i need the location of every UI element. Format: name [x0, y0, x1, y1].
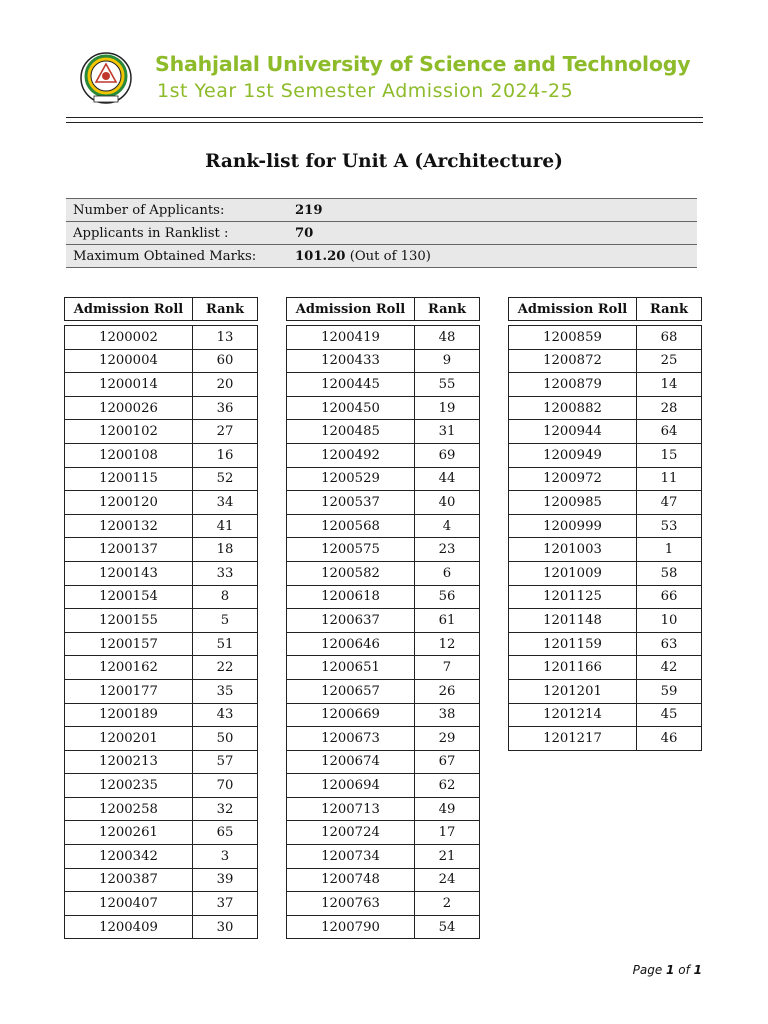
rank-cell: 29: [415, 727, 480, 751]
rank-cell: 9: [415, 349, 480, 373]
admission-roll-cell: 1201201: [509, 679, 637, 703]
admission-roll-cell: 1200409: [65, 915, 193, 939]
rank-cell: 69: [415, 443, 480, 467]
rank-cell: 25: [637, 349, 702, 373]
table-row: [509, 396, 702, 420]
rank-cell: 62: [415, 774, 480, 798]
column-header-rank: Rank: [193, 298, 258, 321]
page-word: Page: [632, 963, 663, 977]
table-row: [509, 656, 702, 680]
table-row: [65, 467, 258, 491]
admission-roll-cell: 1200944: [509, 420, 637, 444]
rank-cell: 14: [637, 373, 702, 397]
table-row: [65, 373, 258, 397]
table-row: [287, 656, 480, 680]
rank-cell: 5: [193, 609, 258, 633]
admission-roll-cell: 1200201: [65, 727, 193, 751]
admission-roll-cell: 1200646: [287, 632, 415, 656]
table-row: [287, 915, 480, 939]
table-row: [287, 491, 480, 515]
admission-roll-cell: 1200529: [287, 467, 415, 491]
table-row: [509, 538, 702, 562]
table-row: [509, 326, 702, 350]
rank-cell: 39: [193, 868, 258, 892]
admission-roll-cell: 1200748: [287, 868, 415, 892]
table-row: [509, 727, 702, 751]
table-row: [287, 632, 480, 656]
table-row: [287, 326, 480, 350]
rank-cell: 43: [193, 703, 258, 727]
rank-cell: 68: [637, 326, 702, 350]
admission-roll-cell: 1200002: [65, 326, 193, 350]
table-header-row: [65, 298, 258, 321]
rank-cell: 23: [415, 538, 480, 562]
table-row: [65, 750, 258, 774]
table-row: [287, 538, 480, 562]
summary-value-note: (Out of 130): [349, 248, 431, 264]
admission-roll-cell: 1200014: [65, 373, 193, 397]
table-row: [287, 467, 480, 491]
table-row: [65, 632, 258, 656]
table-row: [509, 467, 702, 491]
admission-roll-cell: 1200879: [509, 373, 637, 397]
admission-roll-cell: 1200342: [65, 845, 193, 869]
admission-roll-cell: 1200261: [65, 821, 193, 845]
page-current: 1: [666, 963, 675, 977]
table-row: [65, 915, 258, 939]
table-row: [65, 491, 258, 515]
summary-value: [288, 222, 697, 245]
rank-table-2: [286, 297, 480, 939]
summary-row-applicants: [66, 199, 697, 222]
table-row: [287, 821, 480, 845]
rank-cell: 50: [193, 727, 258, 751]
university-name: Shahjalal University of Science and Technology: [155, 52, 691, 76]
summary-value: [288, 245, 697, 268]
rank-cell: 66: [637, 585, 702, 609]
table-row: [65, 868, 258, 892]
rank-cell: 61: [415, 609, 480, 633]
rank-cell: 32: [193, 797, 258, 821]
admission-roll-cell: 1200694: [287, 774, 415, 798]
admission-roll-cell: 1200724: [287, 821, 415, 845]
summary-value-number: 70: [295, 225, 314, 241]
rank-cell: 67: [415, 750, 480, 774]
header-rule-thick: [66, 117, 703, 118]
rank-cell: 45: [637, 703, 702, 727]
table-row: [509, 679, 702, 703]
table-row: [509, 703, 702, 727]
table-row: [287, 797, 480, 821]
table-row: [287, 868, 480, 892]
summary-row-max-marks: [66, 245, 697, 268]
admission-roll-cell: 1200582: [287, 561, 415, 585]
table-row: [65, 892, 258, 916]
rank-cell: 12: [415, 632, 480, 656]
summary-label: Applicants in Ranklist :: [66, 222, 288, 245]
table-row: [65, 797, 258, 821]
rank-table-1: [64, 297, 258, 939]
table-row: [287, 349, 480, 373]
admission-roll-cell: 1200235: [65, 774, 193, 798]
rank-cell: 11: [637, 467, 702, 491]
admission-roll-cell: 1200859: [509, 326, 637, 350]
admission-roll-cell: 1200213: [65, 750, 193, 774]
table-row: [65, 703, 258, 727]
rank-cell: 27: [193, 420, 258, 444]
rank-cell: 2: [415, 892, 480, 916]
rank-cell: 41: [193, 514, 258, 538]
rank-cell: 53: [637, 514, 702, 538]
table-row: [65, 561, 258, 585]
table-row: [287, 703, 480, 727]
rank-cell: 65: [193, 821, 258, 845]
admission-roll-cell: 1200026: [65, 396, 193, 420]
page-title: Rank-list for Unit A (Architecture): [205, 151, 563, 172]
table-row: [65, 443, 258, 467]
admission-roll-cell: 1200568: [287, 514, 415, 538]
rank-cell: 13: [193, 326, 258, 350]
table-row: [287, 750, 480, 774]
rank-cell: 19: [415, 396, 480, 420]
summary-row-ranklist: [66, 222, 697, 245]
admission-roll-cell: 1200258: [65, 797, 193, 821]
university-seal-logo: [80, 52, 132, 104]
table-row: [65, 396, 258, 420]
page-total: 1: [693, 963, 702, 977]
column-header-roll: Admission Roll: [509, 298, 637, 321]
table-row: [65, 349, 258, 373]
admission-roll-cell: 1200445: [287, 373, 415, 397]
rank-cell: 31: [415, 420, 480, 444]
rank-cell: 54: [415, 915, 480, 939]
admission-roll-cell: 1200132: [65, 514, 193, 538]
rank-cell: 33: [193, 561, 258, 585]
admission-roll-cell: 1200674: [287, 750, 415, 774]
rank-cell: 36: [193, 396, 258, 420]
table-row: [287, 892, 480, 916]
rank-cell: 64: [637, 420, 702, 444]
rank-cell: 42: [637, 656, 702, 680]
rank-cell: 30: [193, 915, 258, 939]
rank-cell: 6: [415, 561, 480, 585]
rank-cell: 17: [415, 821, 480, 845]
admission-roll-cell: 1200972: [509, 467, 637, 491]
admission-roll-cell: 1200763: [287, 892, 415, 916]
rank-cell: 20: [193, 373, 258, 397]
rank-table-3: [508, 297, 702, 751]
summary-value-number: 101.20: [295, 248, 346, 264]
summary-table: [66, 198, 697, 268]
table-row: [65, 538, 258, 562]
table-row: [65, 821, 258, 845]
rank-cell: 28: [637, 396, 702, 420]
table-row: [65, 609, 258, 633]
rank-cell: 24: [415, 868, 480, 892]
rank-cell: 40: [415, 491, 480, 515]
table-row: [287, 727, 480, 751]
admission-roll-cell: 1200115: [65, 467, 193, 491]
admission-roll-cell: 1200575: [287, 538, 415, 562]
admission-roll-cell: 1200387: [65, 868, 193, 892]
column-header-rank: Rank: [637, 298, 702, 321]
admission-roll-cell: 1200108: [65, 443, 193, 467]
rank-cell: 48: [415, 326, 480, 350]
rank-cell: 18: [193, 538, 258, 562]
table-row: [509, 632, 702, 656]
table-row: [509, 349, 702, 373]
table-row: [65, 585, 258, 609]
table-row: [65, 679, 258, 703]
summary-value-number: 219: [295, 202, 323, 218]
table-row: [65, 727, 258, 751]
admission-roll-cell: 1201009: [509, 561, 637, 585]
rank-cell: 44: [415, 467, 480, 491]
admission-roll-cell: 1201166: [509, 656, 637, 680]
admission-roll-cell: 1200177: [65, 679, 193, 703]
admission-subtitle: 1st Year 1st Semester Admission 2024-25: [157, 80, 574, 102]
admission-roll-cell: 1201217: [509, 727, 637, 751]
admission-roll-cell: 1200102: [65, 420, 193, 444]
admission-roll-cell: 1200004: [65, 349, 193, 373]
table-row: [287, 845, 480, 869]
table-row: [509, 609, 702, 633]
table-row: [509, 373, 702, 397]
rank-cell: 55: [415, 373, 480, 397]
admission-roll-cell: 1200433: [287, 349, 415, 373]
admission-roll-cell: 1200154: [65, 585, 193, 609]
table-row: [65, 420, 258, 444]
rank-cell: 21: [415, 845, 480, 869]
admission-roll-cell: 1200155: [65, 609, 193, 633]
table-row: [287, 774, 480, 798]
admission-roll-cell: 1200637: [287, 609, 415, 633]
table-row: [65, 774, 258, 798]
rank-cell: 34: [193, 491, 258, 515]
admission-roll-cell: 1200999: [509, 514, 637, 538]
rank-cell: 3: [193, 845, 258, 869]
table-row: [509, 585, 702, 609]
table-row: [287, 609, 480, 633]
table-header-row: [509, 298, 702, 321]
admission-roll-cell: 1201125: [509, 585, 637, 609]
admission-roll-cell: 1200790: [287, 915, 415, 939]
rank-cell: 35: [193, 679, 258, 703]
summary-label: Maximum Obtained Marks:: [66, 245, 288, 268]
admission-roll-cell: 1200713: [287, 797, 415, 821]
rank-cell: 49: [415, 797, 480, 821]
rank-cell: 16: [193, 443, 258, 467]
admission-roll-cell: 1200419: [287, 326, 415, 350]
column-header-rank: Rank: [415, 298, 480, 321]
table-row: [287, 420, 480, 444]
header-rule-thin: [66, 122, 703, 123]
admission-roll-cell: 1200137: [65, 538, 193, 562]
table-row: [65, 845, 258, 869]
admission-roll-cell: 1200618: [287, 585, 415, 609]
table-row: [287, 443, 480, 467]
table-row: [509, 420, 702, 444]
admission-roll-cell: 1200492: [287, 443, 415, 467]
admission-roll-cell: 1200734: [287, 845, 415, 869]
table-row: [509, 514, 702, 538]
rank-cell: 56: [415, 585, 480, 609]
admission-roll-cell: 1200157: [65, 632, 193, 656]
rank-cell: 51: [193, 632, 258, 656]
summary-label: Number of Applicants:: [66, 199, 288, 222]
admission-roll-cell: 1200537: [287, 491, 415, 515]
admission-roll-cell: 1200485: [287, 420, 415, 444]
admission-roll-cell: 1201003: [509, 538, 637, 562]
rank-cell: 37: [193, 892, 258, 916]
rank-cell: 46: [637, 727, 702, 751]
rank-cell: 22: [193, 656, 258, 680]
rank-cell: 26: [415, 679, 480, 703]
table-row: [65, 656, 258, 680]
admission-roll-cell: 1200657: [287, 679, 415, 703]
rank-cell: 4: [415, 514, 480, 538]
admission-roll-cell: 1200120: [65, 491, 193, 515]
rank-cell: 15: [637, 443, 702, 467]
admission-roll-cell: 1200949: [509, 443, 637, 467]
rank-cell: 59: [637, 679, 702, 703]
rank-cell: 8: [193, 585, 258, 609]
table-row: [287, 514, 480, 538]
admission-roll-cell: 1200189: [65, 703, 193, 727]
summary-value: [288, 199, 697, 222]
table-row: [65, 326, 258, 350]
admission-roll-cell: 1200673: [287, 727, 415, 751]
rank-cell: 10: [637, 609, 702, 633]
rank-cell: 38: [415, 703, 480, 727]
admission-roll-cell: 1200882: [509, 396, 637, 420]
admission-roll-cell: 1200651: [287, 656, 415, 680]
admission-roll-cell: 1201214: [509, 703, 637, 727]
table-row: [509, 443, 702, 467]
rank-cell: 60: [193, 349, 258, 373]
table-row: [509, 491, 702, 515]
table-header-row: [287, 298, 480, 321]
column-header-roll: Admission Roll: [287, 298, 415, 321]
table-row: [287, 585, 480, 609]
rank-cell: 47: [637, 491, 702, 515]
admission-roll-cell: 1200669: [287, 703, 415, 727]
column-header-roll: Admission Roll: [65, 298, 193, 321]
table-row: [287, 396, 480, 420]
table-row: [509, 561, 702, 585]
rank-cell: 7: [415, 656, 480, 680]
admission-roll-cell: 1200872: [509, 349, 637, 373]
admission-roll-cell: 1200985: [509, 491, 637, 515]
rank-cell: 63: [637, 632, 702, 656]
rank-cell: 52: [193, 467, 258, 491]
table-row: [65, 514, 258, 538]
admission-roll-cell: 1201159: [509, 632, 637, 656]
rank-cell: 58: [637, 561, 702, 585]
admission-roll-cell: 1200143: [65, 561, 193, 585]
admission-roll-cell: 1200407: [65, 892, 193, 916]
page-number: [633, 963, 702, 977]
admission-roll-cell: 1200450: [287, 396, 415, 420]
table-row: [287, 679, 480, 703]
rank-cell: 70: [193, 774, 258, 798]
table-row: [287, 561, 480, 585]
table-row: [287, 373, 480, 397]
admission-roll-cell: 1200162: [65, 656, 193, 680]
page-of: of: [678, 963, 690, 977]
rank-cell: 57: [193, 750, 258, 774]
admission-roll-cell: 1201148: [509, 609, 637, 633]
rank-cell: 1: [637, 538, 702, 562]
